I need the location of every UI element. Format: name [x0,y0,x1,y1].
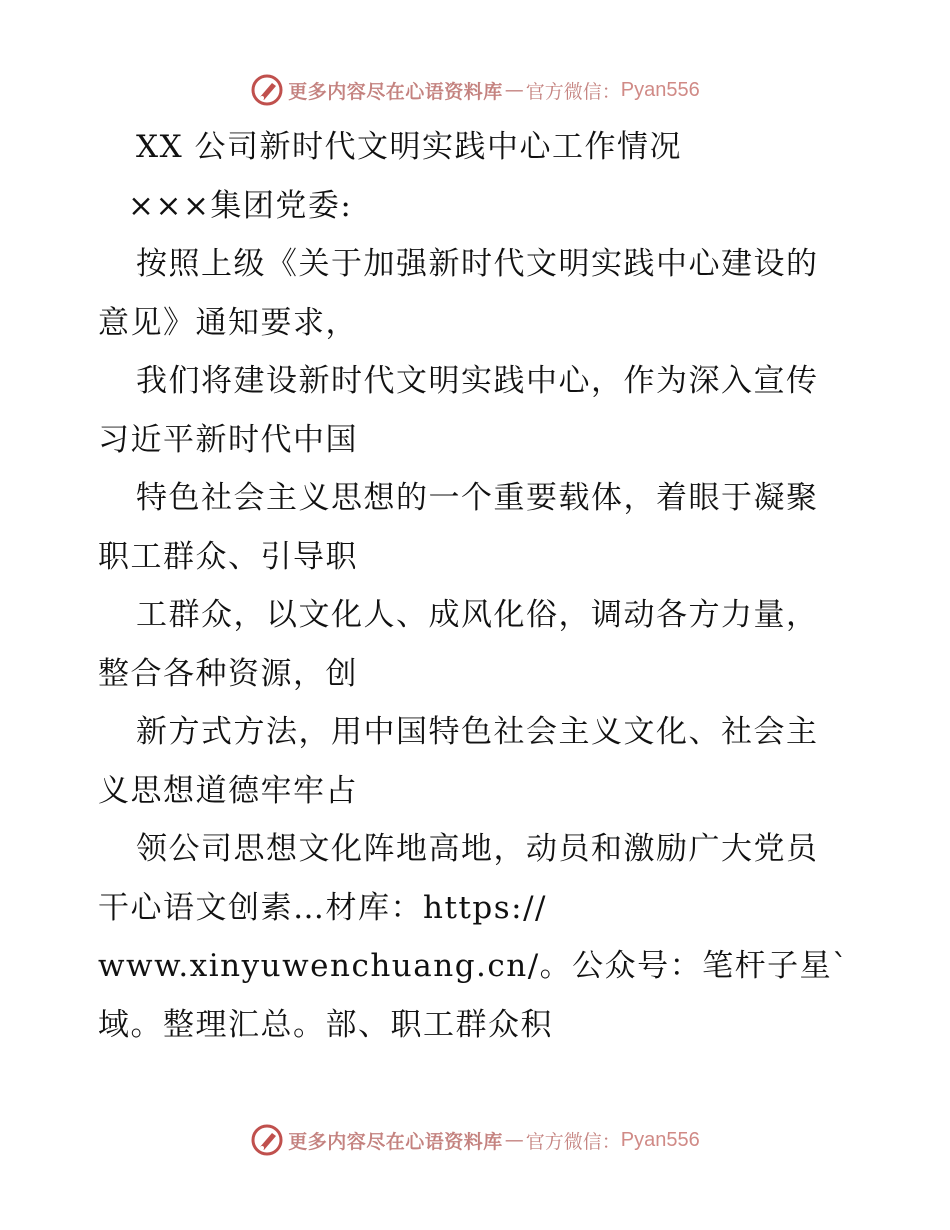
watermark-separator: — [504,1129,524,1151]
watermark-wechat-id: Pyan556 [620,78,700,101]
watermark-label: 官方微信： [525,1130,621,1153]
paragraph-line: 按照上级《关于加强新时代文明实践中心建设的 [136,246,819,282]
paragraph-line: 工群众，以文化人、成风化俗，调动各方力量， [136,597,819,633]
paragraph-line: 域。整理汇总。部、职工群众积 [98,1006,553,1043]
pen-logo-icon [250,1123,284,1157]
header-watermark [0,70,950,110]
paragraph-line: 领公司思想文化阵地高地，动员和激励广大党员 [136,831,819,867]
document-body [98,118,858,1054]
paragraph-line: 我们将建设新时代文明实践中心，作为深入宣传 [136,363,819,399]
footer-watermark [0,1120,950,1160]
paragraph-line: 职工群众、引导职 [98,538,358,575]
paragraph-line: www.xinyuwenchuang.cn/。公众号：笔杆子星` [98,948,850,984]
paragraph-line: 干心语文创素…材库：https:// [98,889,547,926]
paragraph-line: 整合各种资源，创 [98,655,358,692]
document-title: XX 公司新时代文明实践中心工作情况 [136,129,682,165]
watermark-brand: 更多内容尽在心语资料库 [288,80,503,103]
pen-logo-icon [250,73,284,107]
addressee-line: ×××集团党委: [128,187,353,224]
paragraph-line: 特色社会主义思想的一个重要载体，着眼于凝聚 [136,480,819,516]
paragraph-line: 义思想道德牢牢占 [98,772,358,809]
watermark-wechat-id: Pyan556 [620,1128,700,1151]
paragraph-line: 意见》通知要求， [98,304,358,341]
watermark-brand: 更多内容尽在心语资料库 [288,1130,503,1153]
watermark-label: 官方微信： [525,80,621,103]
watermark-separator: — [504,79,524,101]
paragraph-line: 新方式方法，用中国特色社会主义文化、社会主 [136,714,819,750]
paragraph-line: 习近平新时代中国 [98,421,358,458]
